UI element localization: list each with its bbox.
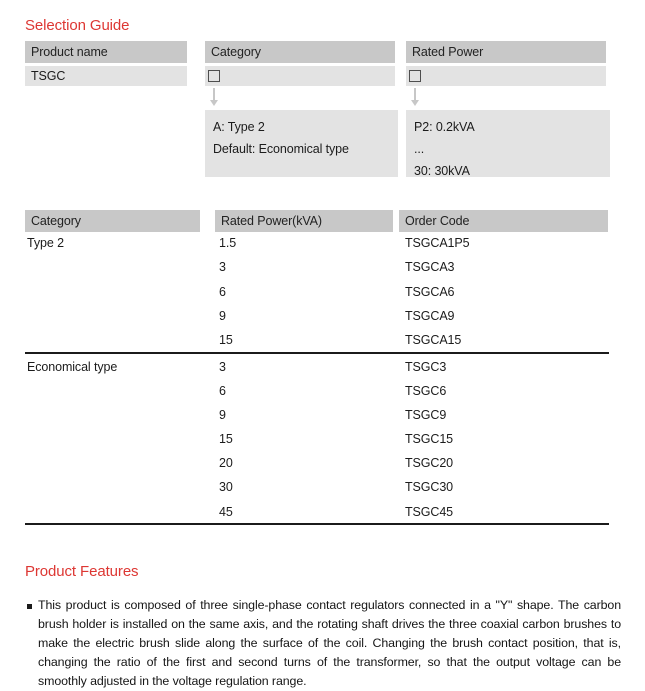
table-row — [25, 403, 609, 427]
column-header-rated-power: Rated Power — [406, 41, 606, 63]
rated-power-cell — [406, 66, 606, 86]
product-features-paragraph: This product is composed of three single-phase contact regulators connected in a "Y" shape. The carbon brush holder is installed on the same axis, and the rotating shaft drives the three coaxial carbon brushes to make the electric brush slide along the surface of the coil. Changing the brush contact position, that is, changing the ratio of the first and second turns of the transformer, so that the output voltage can be smoothly adjusted in the voltage regulation range. — [38, 598, 621, 688]
table-row — [25, 475, 609, 499]
power-cell: 1.5 — [219, 236, 237, 250]
table-row — [25, 500, 609, 524]
table-row — [25, 379, 609, 403]
column-header-rated-power-kva: Rated Power(kVA) — [215, 210, 393, 232]
arrow-down-icon — [411, 100, 419, 106]
arrow-down-icon — [210, 100, 218, 106]
rated-power-option-line: ... — [414, 142, 425, 156]
order-code-cell: TSGCA6 — [405, 284, 455, 299]
table-divider — [25, 523, 609, 525]
power-cell: 15 — [219, 333, 233, 348]
selection-guide-heading: Selection Guide — [25, 17, 130, 34]
table-row — [25, 280, 609, 304]
table-divider — [25, 352, 609, 354]
table-row — [25, 231, 609, 255]
table-row — [25, 328, 609, 352]
power-cell: 3 — [219, 360, 226, 374]
order-code-cell: TSGC6 — [405, 384, 447, 399]
column-header-product-name: Product name — [25, 41, 187, 63]
table-row — [25, 255, 609, 279]
power-cell: 45 — [219, 504, 233, 519]
order-code-cell: TSGC20 — [405, 456, 454, 471]
power-cell: 9 — [219, 408, 226, 423]
power-cell: 20 — [219, 456, 233, 471]
rated-power-options-panel — [406, 110, 610, 177]
column-header-category: Category — [25, 210, 200, 232]
category-checkbox-icon[interactable] — [208, 70, 220, 82]
category-cell: Type 2 — [27, 236, 64, 250]
product-features-heading: Product Features — [25, 563, 139, 580]
column-header-order-code: Order Code — [399, 210, 608, 232]
order-code-cell: TSGCA3 — [405, 260, 455, 275]
order-code-cell: TSGC15 — [405, 432, 454, 447]
power-cell: 6 — [219, 384, 226, 399]
category-option-line: A: Type 2 — [213, 120, 265, 134]
category-options-panel — [205, 110, 398, 177]
order-code-cell: TSGCA9 — [405, 308, 455, 323]
table-row — [25, 355, 609, 379]
column-header-category: Category — [205, 41, 395, 63]
order-code-cell: TSGCA1P5 — [405, 236, 470, 250]
power-cell: 9 — [219, 308, 226, 323]
power-cell: 3 — [219, 260, 226, 275]
order-table-group-type2 — [25, 231, 609, 352]
table-row — [25, 304, 609, 328]
table-row — [25, 427, 609, 451]
product-name-cell: TSGC — [25, 66, 187, 86]
order-table-group-economical — [25, 355, 609, 524]
rated-power-checkbox-icon[interactable] — [409, 70, 421, 82]
category-cell — [205, 66, 395, 86]
bullet-icon — [27, 604, 32, 609]
order-code-cell: TSGC30 — [405, 480, 454, 495]
rated-power-option-line: P2: 0.2kVA — [414, 120, 475, 134]
power-cell: 15 — [219, 432, 233, 447]
category-option-line: Default: Economical type — [213, 142, 349, 156]
rated-power-option-line: 30: 30kVA — [414, 164, 470, 178]
table-row — [25, 451, 609, 475]
order-code-cell: TSGCA15 — [405, 333, 462, 348]
order-code-cell: TSGC45 — [405, 504, 454, 519]
order-code-cell: TSGC9 — [405, 408, 447, 423]
power-cell: 30 — [219, 480, 233, 495]
category-cell: Economical type — [27, 360, 118, 374]
order-code-cell: TSGC3 — [405, 360, 447, 374]
power-cell: 6 — [219, 284, 226, 299]
